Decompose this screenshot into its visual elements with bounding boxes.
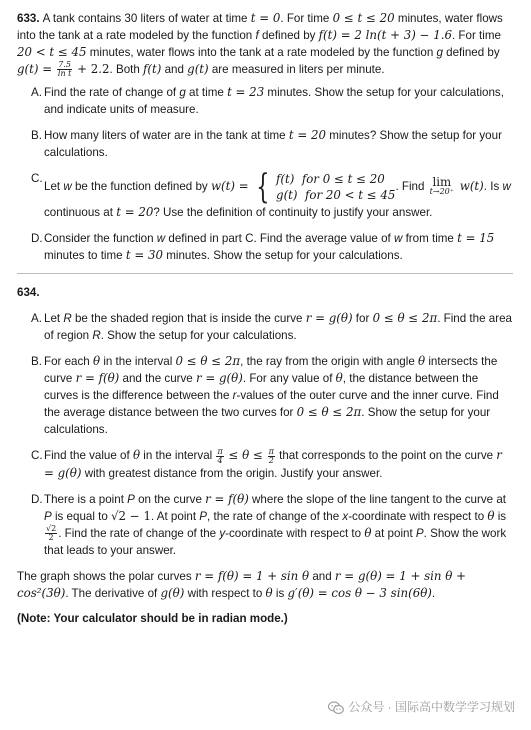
problem-number: 634.: [17, 286, 40, 300]
wechat-icon: [328, 701, 344, 715]
problem-634: [17, 284, 513, 627]
part-633-c: C. Let w be the function defined by w(t) = { f(t) for 0 ≤ t ≤ 20 g(t) for 20 < t ≤ 45 . Find lim t→20⁺ w(t). Is w continuous at t = 20? Use the definition of continuity to justify your answer.: [31, 167, 511, 220]
part-633-d: D. Consider the function w defined in part C. Find the average value of w from time t = 15 minutes to time t = 30 minutes. Show the setup for your calculations.: [31, 231, 495, 263]
piecewise-definition: { f(t) for 0 ≤ t ≤ 20 g(t) for 20 < t ≤ 45: [256, 167, 396, 208]
fraction: $\frac{7.5}{\text{ln t}}$: [57, 60, 72, 79]
limit-expression: lim t→20⁺: [429, 175, 454, 197]
part-634-a: A. Let R be the shaded region that is inside the curve r = g(θ) for 0 ≤ θ ≤ 2π. Find the area of region R. Show the setup for your calculations.: [31, 311, 512, 343]
curve-info: The graph shows the polar curves r = f(θ) = 1 + sin θ and r = g(θ) = 1 + sin θ + cos²(3θ). The derivative of g(θ) with respect to θ is g′(θ) = cos θ − 3 sin(6θ).: [17, 569, 466, 601]
divider: [17, 273, 513, 274]
fraction: $\frac{√2}{2}$: [46, 524, 57, 543]
part-634-c: C. Find the value of θ in the interval $\frac{\pi}{4}$ ≤ θ ≤ $\frac{\pi}{2}$ that corresponds to the point on the curve r = g(θ) with greatest distance from the origin. Justify your answer.: [31, 446, 502, 480]
watermark-text: 公众号 · 国际高中数学学习规划: [348, 700, 515, 714]
worksheet: [17, 10, 513, 627]
problem-633-intro: 633. A tank contains 30 liters of water at time t = 0. For time 0 ≤ t ≤ 20 minutes, water flows into the tank at a rate modeled by the function f defined by f(t) = 2 ln(t + 3) − 1.6. For time 20 < t ≤ 45 minutes, water flows into the tank at a rate modeled by the function g defined by g(t) = $\frac{7.5}{\text{ln t}}$ + 2.2. Both f(t) and g(t) are measured in liters per minute.: [17, 11, 503, 79]
part-634-b: B. For each θ in the interval 0 ≤ θ ≤ 2π, the ray from the origin with angle θ intersects the curve r = f(θ) and the curve r = g(θ). For any value of θ, the distance between the curves is the difference between the r-values of the outer curve and the inner curve. Find the average distance between the two curves for 0 ≤ θ ≤ 2π. Show the setup for your calculations.: [31, 354, 499, 437]
fraction: $\frac{\pi}{4}$: [217, 446, 223, 465]
part-633-a: A. Find the rate of change of g at time t = 23 minutes. Show the setup for your calculations, and indicate units of measure.: [31, 85, 504, 117]
part-634-d: D. There is a point P on the curve r = f(θ) where the slope of the line tangent to the curve at P is equal to √2 − 1. At point P, the rate of change of the x-coordinate with respect to θ is $\frac{√2}{2}$ . Find the rate of change of the y-coordinate with respect to θ at point P. Show the work that leads to your answer.: [31, 491, 507, 558]
calculator-note: (Note: Your calculator should be in radian mode.): [17, 612, 288, 626]
problem-number: 633.: [17, 12, 40, 25]
fraction: $\frac{\pi}{2}$: [268, 446, 274, 465]
part-633-b: B. How many liters of water are in the tank at time t = 20 minutes? Show the setup for your calculations.: [31, 128, 502, 160]
watermark: [328, 699, 515, 716]
problem-633: [17, 10, 513, 264]
